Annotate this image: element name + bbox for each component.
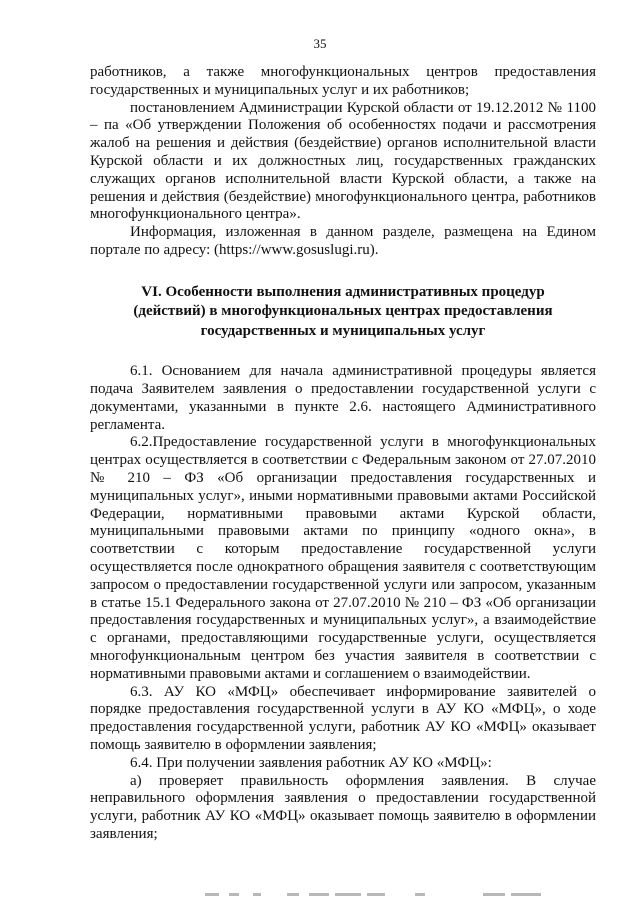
paragraph-6-1: 6.1. Основанием для начала административной процедуры является подача Заявителем заявления о предоставлении государственной услуги с документами, указанными в пункте 2.6. настоящего Административного регламента. (90, 363, 596, 433)
paragraph-workers-continuation: работников, а также многофункциональных центров предоставления государственных и муниципальных услуг и их работников; (90, 64, 596, 98)
paragraph-6-4: 6.4. При получении заявления работник АУ КО «МФЦ»: (130, 754, 492, 771)
paragraph-6-3: 6.3. АУ КО «МФЦ» обеспечивает информирование заявителей о порядке предоставления государственной услуги в АУ КО «МФЦ», о ходе предоставления государственной услуги, работник АУ КО «МФЦ» оказывает помощь заявителю в оформлении заявления; (90, 683, 596, 753)
document-body (90, 64, 596, 844)
paragraph-6-4-a: а) проверяет правильность оформления заявления. В случае неправильного оформления заявления о предоставлении государственной услуги, работник АУ КО «МФЦ» оказывает помощь заявителю в оформлении заявления; (90, 772, 596, 842)
scan-artifact-marks (205, 893, 605, 899)
section-heading: VI. Особенности выполнения административных процедур (действий) в многофункциональных центрах предоставления государственных и муниципальных услуг (133, 283, 553, 339)
paragraph-portal-info: Информация, изложенная в данном разделе, размещена на Едином портале по адресу: (https://www.gosuslugi.ru). (90, 224, 596, 258)
paragraph-resolution-1100: постановлением Администрации Курской области от 19.12.2012 № 1100 – па «Об утверждении Положения об особенностях подачи и рассмотрения жалоб на решения и действия (бездействие) органов исполнительной власти Курской области и их должностных лиц, государственных гражданских служащих органов исполнительной власти Курской области, а также на решения и действия (бездействие) многофункционального центра, работников многофункционального центра». (90, 99, 596, 223)
page-number: 35 (313, 36, 327, 51)
paragraph-6-2: 6.2.Предоставление государственной услуги в многофункциональных центрах осуществляется в соответствии с Федеральным законом от 27.07.2010 № 210 – ФЗ «Об организации предоставления государственных и муниципальных услуг», иными нормативными правовыми актами Российской Федерации, нормативными правовыми актами Курской области, муниципальными правовыми актами по принципу «одного окна», в соответствии с которым предоставление государственной услуги осуществляется после однократного обращения заявителя с соответствующим запросом о предоставлении государственной услуги или запросом, указанным в статье 15.1 Федерального закона от 27.07.2010 № 210 – ФЗ «Об организации предоставления государственных и муниципальных услуг», а взаимодействие с органами, предоставляющими государственные услуги, осуществляется многофункциональным центром без участия заявителя в соответствии с нормативными правовыми актами и соглашением о взаимодействии. (90, 434, 596, 682)
